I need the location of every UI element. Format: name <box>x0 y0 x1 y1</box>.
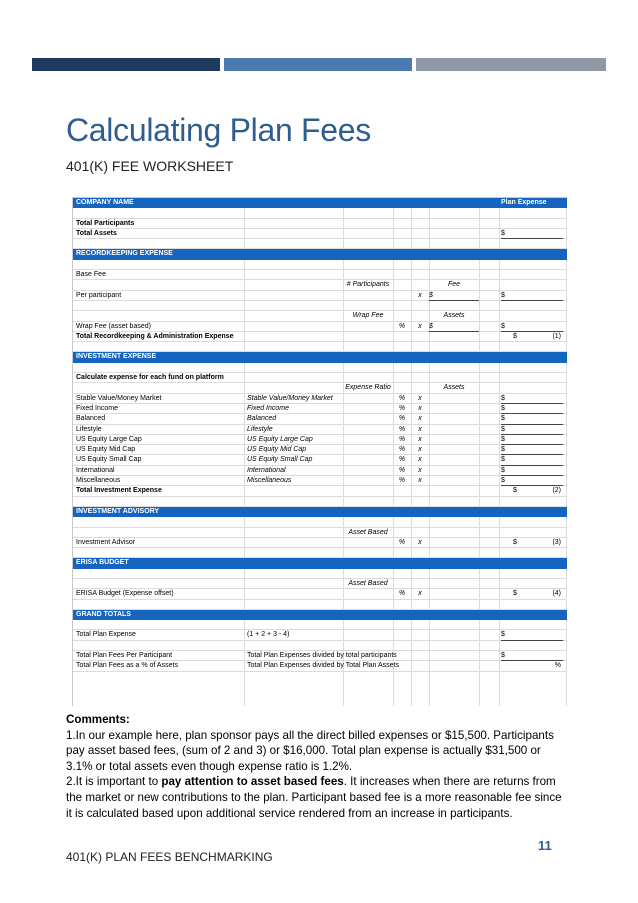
investment-header: INVESTMENT EXPENSE <box>73 352 567 362</box>
total-investment-row: Total Investment Expense $ (2) <box>73 486 567 496</box>
company-name-header: COMPANY NAME Plan Expense <box>73 198 567 208</box>
base-fee-row: Base Fee <box>73 270 567 280</box>
comments-heading: Comments: <box>66 713 130 726</box>
fee-worksheet: COMPANY NAME Plan Expense Total Participants Total Assets $ RECORDKEEPING EXPENSE Base Fee # Participants Fee Per participant x $ $ Wrap Fee Assets Wrap Fee (asset based) % x $ $ Total Recordkeeping & Administration Expense $ (1) INVESTMENT EXPENSE Calculate expense for each fund on platform Expense Ratio Assets Stable Value/Money Market Stable Value/Money Market % x $ Fixed Income Fixed Income % x $ Balanced Balanced % x $ Lifestyle Lifestyle % x $ US Equity Large Cap US Equity Large Cap % x $ US Equity Mid Cap US Equity Mid Cap % x $ US Equity Small Cap US Equity Small Cap % x $ International International % x $ Miscellaneous Miscellaneous % x $ Total Investment Expense $ (2) INVESTMENT ADVISORY Asset Based Investment Advisor % x $ (3) ERISA BUDGET Asset Based ERISA Budget (Expense offset) % x $ (4) GRAND TOTALS Total Plan Expense (1 + 2 + 3 - 4) $ Total Plan Fees Per Participant Total Plan Expenses divided by total participants $ Total Plan Fees as a % of Assets Total Plan Expenses divided by Total Plan Assets % <box>72 197 567 706</box>
per-participant-row: Per participant x $ $ <box>73 291 567 301</box>
fund-row: US Equity Large Cap US Equity Large Cap % x $ <box>73 435 567 445</box>
wrap-fee-row: Wrap Fee (asset based) % x $ $ <box>73 322 567 332</box>
page-subtitle: 401(K) FEE WORKSHEET <box>66 158 234 174</box>
total-participants-row: Total Participants <box>73 219 567 229</box>
erisa-row: ERISA Budget (Expense offset) % x $ (4) <box>73 589 567 599</box>
erisa-header: ERISA BUDGET <box>73 558 567 568</box>
investment-advisor-row: Investment Advisor % x $ (3) <box>73 538 567 548</box>
fund-row: International International % x $ <box>73 466 567 476</box>
comments-block <box>66 712 566 821</box>
fund-row: Balanced Balanced % x $ <box>73 414 567 424</box>
total-recordkeeping-row: Total Recordkeeping & Administration Expense $ (1) <box>73 332 567 342</box>
total-assets-row: Total Assets $ <box>73 229 567 239</box>
comment-1: 1.In our example here, plan sponsor pays all the direct billed expenses or $15,500. Participants pay asset based fees, (sum of 2 and 3) or $16,000. Total plan expense is actually $31,500 or 3.1% or total assets even though expense ratio is 1.2%. <box>66 728 554 773</box>
comment-2: 2.It is important to pay attention to asset based fees. It increases when there are returns from the market or new contributions to the plan. Participant based fee is a more reasonable fee since it is calculated based upon additional service rendered from an increase in participants. <box>66 775 562 820</box>
top-bar-mid <box>224 58 412 71</box>
fees-pct-assets-row: Total Plan Fees as a % of Assets Total Plan Expenses divided by Total Plan Assets % <box>73 661 567 671</box>
fund-row: Fixed Income Fixed Income % x $ <box>73 404 567 414</box>
page-title: Calculating Plan Fees <box>66 112 371 148</box>
fund-row: US Equity Small Cap US Equity Small Cap % x $ <box>73 455 567 465</box>
recordkeeping-header: RECORDKEEPING EXPENSE <box>73 249 567 259</box>
grand-totals-header: GRAND TOTALS <box>73 610 567 620</box>
page-number: 11 <box>538 838 552 853</box>
total-plan-expense-row: Total Plan Expense (1 + 2 + 3 - 4) $ <box>73 630 567 640</box>
fund-row: Stable Value/Money Market Stable Value/Money Market % x $ <box>73 394 567 404</box>
fund-row: Lifestyle Lifestyle % x $ <box>73 425 567 435</box>
advisory-header: INVESTMENT ADVISORY <box>73 507 567 517</box>
top-bar-gray <box>416 58 606 71</box>
page-footer: 401(K) PLAN FEES BENCHMARKING <box>66 850 273 864</box>
fund-row: Miscellaneous Miscellaneous % x $ <box>73 476 567 486</box>
top-bar-dark <box>32 58 220 71</box>
fees-per-participant-row: Total Plan Fees Per Participant Total Plan Expenses divided by total participants $ <box>73 651 567 661</box>
fund-row: US Equity Mid Cap US Equity Mid Cap % x $ <box>73 445 567 455</box>
calc-expense-row: Calculate expense for each fund on platform <box>73 373 567 383</box>
